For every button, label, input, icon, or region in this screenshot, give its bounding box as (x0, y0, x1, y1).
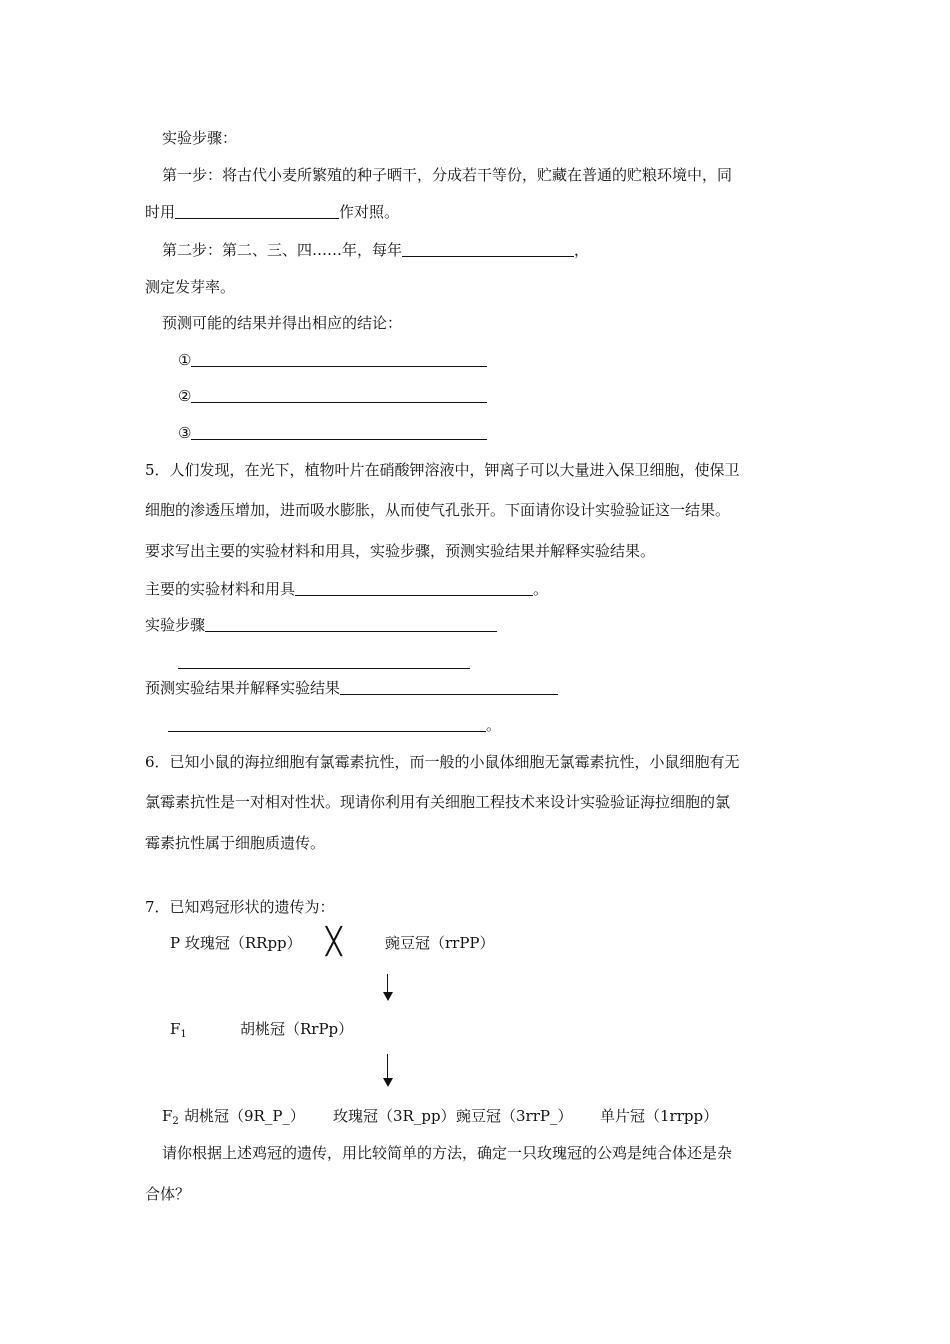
f1-label: $F_1$ (170, 1020, 187, 1040)
q5-line2: 细胞的渗透压增加，进而吸水膨胀，从而使气孔张开。下面请你设计实验验证这一结果。 (145, 501, 731, 519)
steps-label: 实验步骤 (145, 616, 206, 634)
q5-steps-line (145, 615, 497, 635)
step1-answer-blank[interactable] (175, 203, 339, 219)
step2-line2: 测定发芽率。 (145, 278, 236, 296)
step2-answer-blank[interactable] (402, 241, 574, 257)
materials-label: 主要的实验材料和用具 (145, 580, 296, 598)
f1-walnut: 胡桃冠（RrPp） (240, 1020, 354, 1038)
predict-suffix: 。 (486, 716, 502, 734)
steps-answer-blank-2[interactable] (178, 668, 470, 669)
p-generation-rose: P 玫瑰冠（RRpp） (170, 934, 302, 952)
q7-question-line1: 请你根据上述鸡冠的遗传，用比较简单的方法，确定一只玫瑰冠的公鸡是纯合体还是杂 (162, 1144, 733, 1162)
predict-label: 预测实验结果并解释实验结果 (145, 679, 341, 697)
p-generation-pea: 豌豆冠（rrPP） (385, 934, 495, 952)
q7-question-line2: 合体？ (145, 1185, 191, 1203)
f2-single: 单片冠（1rrpp） (600, 1107, 719, 1125)
result-answer-blank[interactable] (191, 351, 487, 367)
step2-line1 (162, 240, 589, 260)
predict-answer-blank[interactable] (340, 679, 558, 695)
materials-suffix: 。 (533, 580, 549, 598)
f2-rose: 玫瑰冠（3R_pp） (333, 1107, 456, 1125)
q6-line1: 6．已知小鼠的海拉细胞有氯霉素抗性，而一般的小鼠体细胞无氯霉素抗性，小鼠细胞有无 (145, 753, 740, 771)
step2-suffix: ， (574, 241, 590, 259)
q7-intro: 7．已知鸡冠形状的遗传为： (145, 898, 335, 916)
step1-prefix: 时用 (145, 203, 176, 221)
q6-line2: 氯霉素抗性是一对相对性状。现请你利用有关细胞工程技术来设计实验验证海拉细胞的氯 (145, 793, 731, 811)
q5-line1: 5．人们发现，在光下，植物叶片在硝酸钾溶液中，钾离子可以大量进入保卫细胞，使保卫 (145, 461, 740, 479)
result-item-1 (178, 350, 487, 370)
step1-line2 (145, 202, 399, 222)
step2-prefix: 第二步：第二、三、四……年，每年 (162, 241, 403, 259)
cross-symbol: ╳ (326, 927, 342, 957)
result-answer-blank[interactable] (191, 424, 487, 440)
step1-suffix: 作对照。 (339, 203, 400, 221)
f2-pea: 豌豆冠（3rrP_） (456, 1107, 573, 1125)
q5-line3: 要求写出主要的实验材料和用具，实验步骤，预测实验结果并解释实验结果。 (145, 542, 656, 560)
result-marker: ② (178, 387, 192, 405)
step1-line1: 第一步：将古代小麦所繁殖的种子晒干，分成若干等份，贮藏在普通的贮粮环境中，同 (162, 166, 733, 184)
steps-heading: 实验步骤： (162, 129, 238, 147)
result-marker: ① (178, 351, 192, 369)
result-item-2 (178, 386, 487, 406)
steps-answer-blank[interactable] (205, 616, 497, 632)
result-marker: ③ (178, 424, 192, 442)
f2-walnut: 胡桃冠（9R_P_） (184, 1107, 305, 1125)
materials-line (145, 579, 548, 599)
result-item-3 (178, 423, 487, 443)
q6-line3: 霉素抗性属于细胞质遗传。 (145, 834, 326, 852)
q5-predict-line2 (168, 715, 501, 735)
predict-answer-blank-2[interactable] (168, 716, 486, 732)
q5-predict-line (145, 678, 558, 698)
result-answer-blank[interactable] (191, 387, 487, 403)
f2-label: $F_2$ (162, 1107, 179, 1127)
materials-answer-blank[interactable] (295, 580, 533, 596)
predict-heading: 预测可能的结果并得出相应的结论： (162, 314, 403, 332)
